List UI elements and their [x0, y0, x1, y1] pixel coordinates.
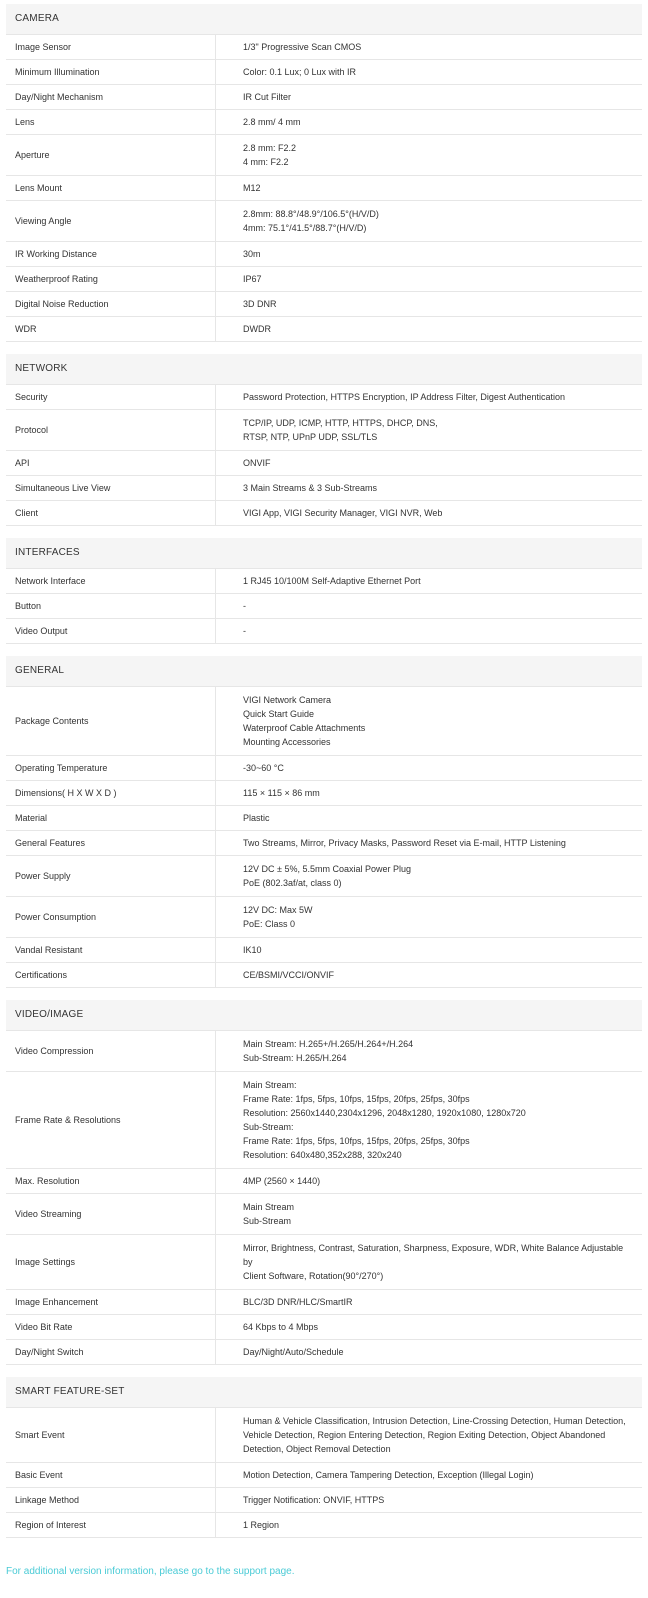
spec-row [6, 687, 642, 756]
spec-label: Image Sensor [6, 35, 216, 60]
spec-table [6, 1408, 642, 1538]
spec-value [216, 781, 643, 806]
spec-value [216, 687, 643, 756]
spec-value-line: VIGI App, VIGI Security Manager, VIGI NVR, Web [243, 508, 443, 518]
spec-value-line: Resolution: 2560x1440,2304x1296, 2048x1280, 1920x1080, 1280x720 [243, 1108, 526, 1118]
spec-row [6, 1072, 642, 1169]
spec-label: Weatherproof Rating [6, 267, 216, 292]
spec-section-interfaces [6, 538, 642, 644]
spec-value-line: 2.8 mm/ 4 mm [243, 117, 301, 127]
spec-value-line: Client Software, Rotation(90°/270°) [243, 1271, 384, 1281]
spec-value [216, 756, 643, 781]
spec-value [216, 501, 643, 526]
spec-value-line: - [243, 601, 246, 611]
spec-value [216, 1408, 643, 1463]
spec-value-line: IK10 [243, 945, 262, 955]
spec-value-line: IR Cut Filter [243, 92, 292, 102]
spec-label: Video Bit Rate [6, 1315, 216, 1340]
spec-row [6, 1194, 642, 1235]
spec-label: Security [6, 385, 216, 410]
spec-value-line: 64 Kbps to 4 Mbps [243, 1322, 319, 1332]
spec-value-line: VIGI Network Camera [243, 695, 332, 705]
spec-row [6, 135, 642, 176]
spec-row [6, 831, 642, 856]
spec-row [6, 85, 642, 110]
spec-table [6, 35, 642, 342]
spec-value [216, 267, 643, 292]
spec-value-line: Day/Night/Auto/Schedule [243, 1347, 344, 1357]
spec-label: Max. Resolution [6, 1169, 216, 1194]
spec-value [216, 963, 643, 988]
spec-value [216, 1031, 643, 1072]
spec-value-line: Password Protection, HTTPS Encryption, IP Address Filter, Digest Authentication [243, 392, 565, 402]
spec-value-line: Main Stream: H.265+/H.265/H.264+/H.264 [243, 1039, 414, 1049]
spec-row [6, 1513, 642, 1538]
spec-row [6, 410, 642, 451]
spec-value-line: 2.8 mm: F2.2 [243, 143, 297, 153]
spec-value-line: Main Stream: [243, 1080, 297, 1090]
spec-table [6, 687, 642, 988]
spec-value [216, 831, 643, 856]
spec-value [216, 1315, 643, 1340]
spec-value-line: 115 × 115 × 86 mm [243, 788, 320, 798]
spec-value-line: IP67 [243, 274, 262, 284]
spec-value-line: 4 mm: F2.2 [243, 157, 289, 167]
spec-label: Viewing Angle [6, 201, 216, 242]
spec-value [216, 385, 643, 410]
spec-row [6, 317, 642, 342]
spec-value-line: 1/3" Progressive Scan CMOS [243, 42, 362, 52]
spec-value [216, 938, 643, 963]
section-title: CAMERA [6, 4, 642, 35]
spec-label: Vandal Resistant [6, 938, 216, 963]
spec-label: Smart Event [6, 1408, 216, 1463]
spec-label: Region of Interest [6, 1513, 216, 1538]
spec-row [6, 201, 642, 242]
spec-row [6, 806, 642, 831]
spec-value-line: PoE: Class 0 [243, 919, 296, 929]
spec-label: Day/Night Switch [6, 1340, 216, 1365]
spec-section-general [6, 656, 642, 988]
spec-value-line: Color: 0.1 Lux; 0 Lux with IR [243, 67, 357, 77]
spec-label: Package Contents [6, 687, 216, 756]
spec-value [216, 35, 643, 60]
spec-row [6, 938, 642, 963]
spec-value-line: Mounting Accessories [243, 737, 331, 747]
spec-value-line: 2.8mm: 88.8°/48.9°/106.5°(H/V/D) [243, 209, 379, 219]
spec-value-line: 4mm: 75.1°/41.5°/88.7°(H/V/D) [243, 223, 367, 233]
spec-value-line: -30~60 °C [243, 763, 284, 773]
section-title: NETWORK [6, 354, 642, 385]
spec-value-line: 3D DNR [243, 299, 277, 309]
spec-label: Material [6, 806, 216, 831]
spec-label: Image Enhancement [6, 1290, 216, 1315]
spec-row [6, 1340, 642, 1365]
spec-table [6, 1031, 642, 1365]
spec-row [6, 60, 642, 85]
spec-value-line: 3 Main Streams & 3 Sub-Streams [243, 483, 378, 493]
spec-value-line: M12 [243, 183, 261, 193]
spec-value-line: CE/BSMI/VCCI/ONVIF [243, 970, 335, 980]
spec-label: Aperture [6, 135, 216, 176]
spec-label: Power Consumption [6, 897, 216, 938]
spec-value [216, 1463, 643, 1488]
spec-label: Digital Noise Reduction [6, 292, 216, 317]
spec-value-line: Sub-Stream: H.265/H.264 [243, 1053, 347, 1063]
spec-table [6, 385, 642, 526]
spec-label: Minimum Illumination [6, 60, 216, 85]
spec-value [216, 201, 643, 242]
spec-value-line: Human & Vehicle Classification, Intrusion Detection, Line-Crossing Detection, Human Detection, [243, 1416, 626, 1426]
spec-label: Dimensions( H X W X D ) [6, 781, 216, 806]
spec-label: Frame Rate & Resolutions [6, 1072, 216, 1169]
spec-value-line: Resolution: 640x480,352x288, 320x240 [243, 1150, 402, 1160]
spec-value-line: Vehicle Detection, Region Entering Detection, Region Exiting Detection, Object Abandoned [243, 1430, 606, 1440]
spec-row [6, 267, 642, 292]
spec-label: Video Streaming [6, 1194, 216, 1235]
spec-section-network [6, 354, 642, 526]
section-title: GENERAL [6, 656, 642, 687]
spec-label: Day/Night Mechanism [6, 85, 216, 110]
spec-value-line: ONVIF [243, 458, 271, 468]
spec-label: Certifications [6, 963, 216, 988]
spec-sheet [6, 0, 642, 1538]
spec-section-video-image [6, 1000, 642, 1365]
spec-value-line: Sub-Stream: [243, 1122, 294, 1132]
spec-value [216, 176, 643, 201]
spec-value [216, 135, 643, 176]
spec-value [216, 1513, 643, 1538]
spec-value-line: RTSP, NTP, UPnP UDP, SSL/TLS [243, 432, 378, 442]
spec-label: Power Supply [6, 856, 216, 897]
spec-row [6, 781, 642, 806]
spec-row [6, 1290, 642, 1315]
spec-row [6, 1315, 642, 1340]
spec-value [216, 85, 643, 110]
spec-row [6, 1235, 642, 1290]
spec-value-line: Detection, Object Removal Detection [243, 1444, 391, 1454]
spec-label: Protocol [6, 410, 216, 451]
spec-row [6, 963, 642, 988]
spec-value [216, 806, 643, 831]
spec-row [6, 292, 642, 317]
spec-label: Client [6, 501, 216, 526]
spec-value [216, 1072, 643, 1169]
spec-value-line: 4MP (2560 × 1440) [243, 1176, 321, 1186]
spec-label: Image Settings [6, 1235, 216, 1290]
spec-row [6, 385, 642, 410]
spec-value [216, 897, 643, 938]
section-title: INTERFACES [6, 538, 642, 569]
spec-value-line: Frame Rate: 1fps, 5fps, 10fps, 15fps, 20fps, 25fps, 30fps [243, 1136, 470, 1146]
spec-value-line: Main Stream [243, 1202, 295, 1212]
spec-row [6, 176, 642, 201]
spec-value-line: Frame Rate: 1fps, 5fps, 10fps, 15fps, 20fps, 25fps, 30fps [243, 1094, 470, 1104]
spec-value-line: Motion Detection, Camera Tampering Detection, Exception (Illegal Login) [243, 1470, 534, 1480]
spec-value [216, 317, 643, 342]
spec-value [216, 476, 643, 501]
spec-label: API [6, 451, 216, 476]
spec-value [216, 451, 643, 476]
spec-value-line: - [243, 626, 246, 636]
spec-label: Button [6, 594, 216, 619]
spec-row [6, 1463, 642, 1488]
section-title: SMART FEATURE-SET [6, 1377, 642, 1408]
spec-value-line: Plastic [243, 813, 270, 823]
spec-value-line: Two Streams, Mirror, Privacy Masks, Password Reset via E-mail, HTTP Listening [243, 838, 566, 848]
spec-label: Video Compression [6, 1031, 216, 1072]
spec-value [216, 594, 643, 619]
spec-value [216, 1340, 643, 1365]
spec-value-line: 30m [243, 249, 261, 259]
spec-row [6, 569, 642, 594]
spec-label: General Features [6, 831, 216, 856]
spec-row [6, 1031, 642, 1072]
spec-row [6, 501, 642, 526]
spec-label: Network Interface [6, 569, 216, 594]
spec-label: Simultaneous Live View [6, 476, 216, 501]
spec-row [6, 756, 642, 781]
spec-value [216, 1194, 643, 1235]
support-note-link[interactable]: For additional version information, please go to the support page. [6, 1566, 295, 1577]
spec-row [6, 451, 642, 476]
spec-value [216, 1488, 643, 1513]
spec-label: Lens [6, 110, 216, 135]
spec-row [6, 856, 642, 897]
spec-value-line: Quick Start Guide [243, 709, 315, 719]
spec-value [216, 410, 643, 451]
spec-value-line: 12V DC ± 5%, 5.5mm Coaxial Power Plug [243, 864, 412, 874]
spec-row [6, 897, 642, 938]
spec-label: Linkage Method [6, 1488, 216, 1513]
spec-value [216, 619, 643, 644]
spec-value [216, 569, 643, 594]
spec-label: WDR [6, 317, 216, 342]
spec-label: IR Working Distance [6, 242, 216, 267]
spec-value [216, 1235, 643, 1290]
spec-value [216, 1290, 643, 1315]
spec-label: Basic Event [6, 1463, 216, 1488]
spec-value-line: 1 Region [243, 1520, 280, 1530]
spec-section-smart-feature-set [6, 1377, 642, 1538]
spec-value [216, 1169, 643, 1194]
spec-value-line: Sub-Stream [243, 1216, 292, 1226]
spec-row [6, 1169, 642, 1194]
spec-value-line: DWDR [243, 324, 271, 334]
spec-value-line: TCP/IP, UDP, ICMP, HTTP, HTTPS, DHCP, DNS, [243, 418, 438, 428]
spec-value-line: BLC/3D DNR/HLC/SmartIR [243, 1297, 353, 1307]
spec-value [216, 856, 643, 897]
spec-value [216, 60, 643, 85]
spec-row [6, 1488, 642, 1513]
spec-value-line: Trigger Notification: ONVIF, HTTPS [243, 1495, 385, 1505]
spec-row [6, 476, 642, 501]
spec-row [6, 619, 642, 644]
spec-value-line: Waterproof Cable Attachments [243, 723, 366, 733]
spec-row [6, 242, 642, 267]
spec-value-line: Mirror, Brightness, Contrast, Saturation, Sharpness, Exposure, WDR, White Balance Adjustable by [243, 1243, 624, 1267]
spec-value-line: PoE (802.3af/at, class 0) [243, 878, 342, 888]
spec-row [6, 1408, 642, 1463]
spec-row [6, 110, 642, 135]
spec-value [216, 242, 643, 267]
spec-value-line: 1 RJ45 10/100M Self-Adaptive Ethernet Port [243, 576, 421, 586]
spec-label: Video Output [6, 619, 216, 644]
spec-table [6, 569, 642, 644]
spec-row [6, 594, 642, 619]
spec-label: Operating Temperature [6, 756, 216, 781]
spec-value [216, 292, 643, 317]
spec-row [6, 35, 642, 60]
spec-label: Lens Mount [6, 176, 216, 201]
spec-value [216, 110, 643, 135]
section-title: VIDEO/IMAGE [6, 1000, 642, 1031]
spec-section-camera [6, 4, 642, 342]
spec-value-line: 12V DC: Max 5W [243, 905, 313, 915]
